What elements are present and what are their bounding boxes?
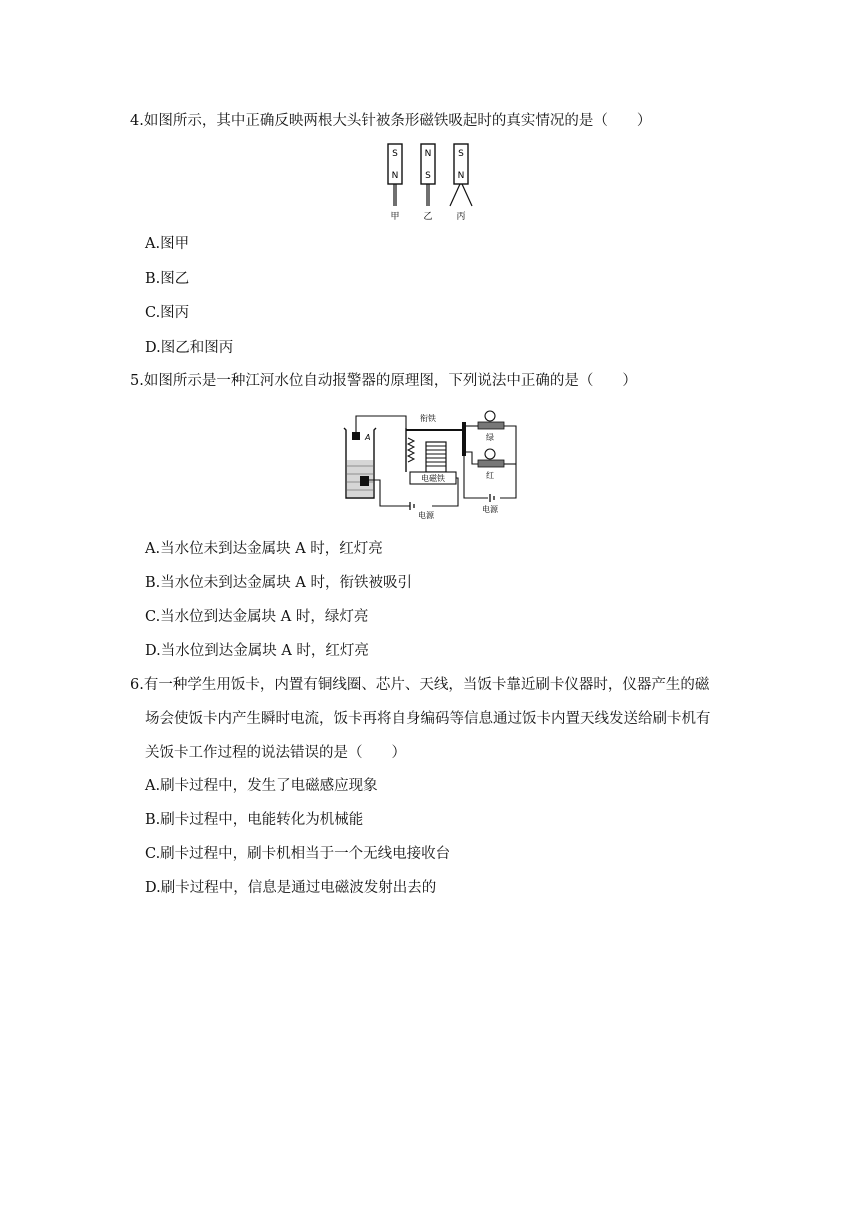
q6-option-d[interactable]: D.刷卡过程中，信息是通过电磁波发射出去的 (145, 880, 437, 896)
q4-option-c[interactable]: C.图丙 (145, 305, 190, 321)
magnet-bing-bottom: N (457, 171, 465, 181)
red-lamp-label: 红 (486, 471, 494, 480)
question-4-stem: 4.如图所示，其中正确反映两根大头针被条形磁铁吸起时的真实情况的是（ ） (130, 113, 652, 129)
power-source-1 (410, 502, 435, 520)
magnet-yi (421, 144, 435, 222)
red-lamp (478, 449, 504, 480)
magnet-yi-top: N (424, 149, 432, 159)
armature-label: 衔铁 (420, 414, 436, 423)
label-bing: 丙 (456, 212, 466, 222)
metal-block-label: A (365, 433, 371, 442)
magnet-yi-bottom: S (425, 171, 431, 181)
q6-option-a[interactable]: A.刷卡过程中，发生了电磁感应现象 (145, 778, 378, 794)
label-yi: 乙 (423, 212, 433, 222)
green-lamp-label: 绿 (486, 433, 494, 442)
q6-option-c[interactable]: C.刷卡过程中，刷卡机相当于一个无线电接收台 (145, 846, 451, 862)
power-source-2 (482, 494, 499, 514)
q6-option-b[interactable]: B.刷卡过程中，电能转化为机械能 (145, 812, 364, 828)
question-4-figure (380, 142, 490, 228)
electromagnet-label: 电磁铁 (421, 474, 445, 483)
power-2-label: 电源 (482, 505, 498, 514)
question-5-stem: 5.如图所示是一种江河水位自动报警器的原理图，下列说法中正确的是（ ） (130, 373, 637, 389)
question-5-figure (340, 408, 525, 524)
q5-option-c[interactable]: C.当水位到达金属块 A 时，绿灯亮 (145, 609, 369, 625)
electromagnet (410, 442, 456, 484)
q4-option-a[interactable]: A.图甲 (145, 236, 190, 252)
magnet-jia (388, 144, 402, 222)
green-lamp (478, 411, 504, 442)
power-1-label: 电源 (418, 511, 434, 520)
beaker (344, 428, 376, 498)
q5-option-b[interactable]: B.当水位未到达金属块 A 时，衔铁被吸引 (145, 575, 412, 591)
q5-option-d[interactable]: D.当水位到达金属块 A 时，红灯亮 (145, 643, 369, 659)
question-6-stem-line-1: 6.有一种学生用饭卡，内置有铜线圈、芯片、天线，当饭卡靠近刷卡仪器时，仪器产生的磁 (130, 677, 710, 693)
q4-option-d[interactable]: D.图乙和图丙 (145, 340, 234, 356)
magnet-jia-top: S (392, 149, 398, 159)
magnet-bing-top: S (458, 149, 464, 159)
q4-option-b[interactable]: B.图乙 (145, 271, 190, 287)
magnet-bing (450, 144, 472, 222)
q5-option-a[interactable]: A.当水位未到达金属块 A 时，红灯亮 (145, 541, 383, 557)
label-jia: 甲 (390, 212, 400, 222)
magnet-jia-bottom: N (391, 171, 399, 181)
question-6-stem-line-3: 关饭卡工作过程的说法错误的是（ ） (145, 745, 406, 761)
question-6-stem-line-2: 场会使饭卡内产生瞬时电流，饭卡再将自身编码等信息通过饭卡内置天线发送给刷卡机有 (145, 711, 711, 727)
